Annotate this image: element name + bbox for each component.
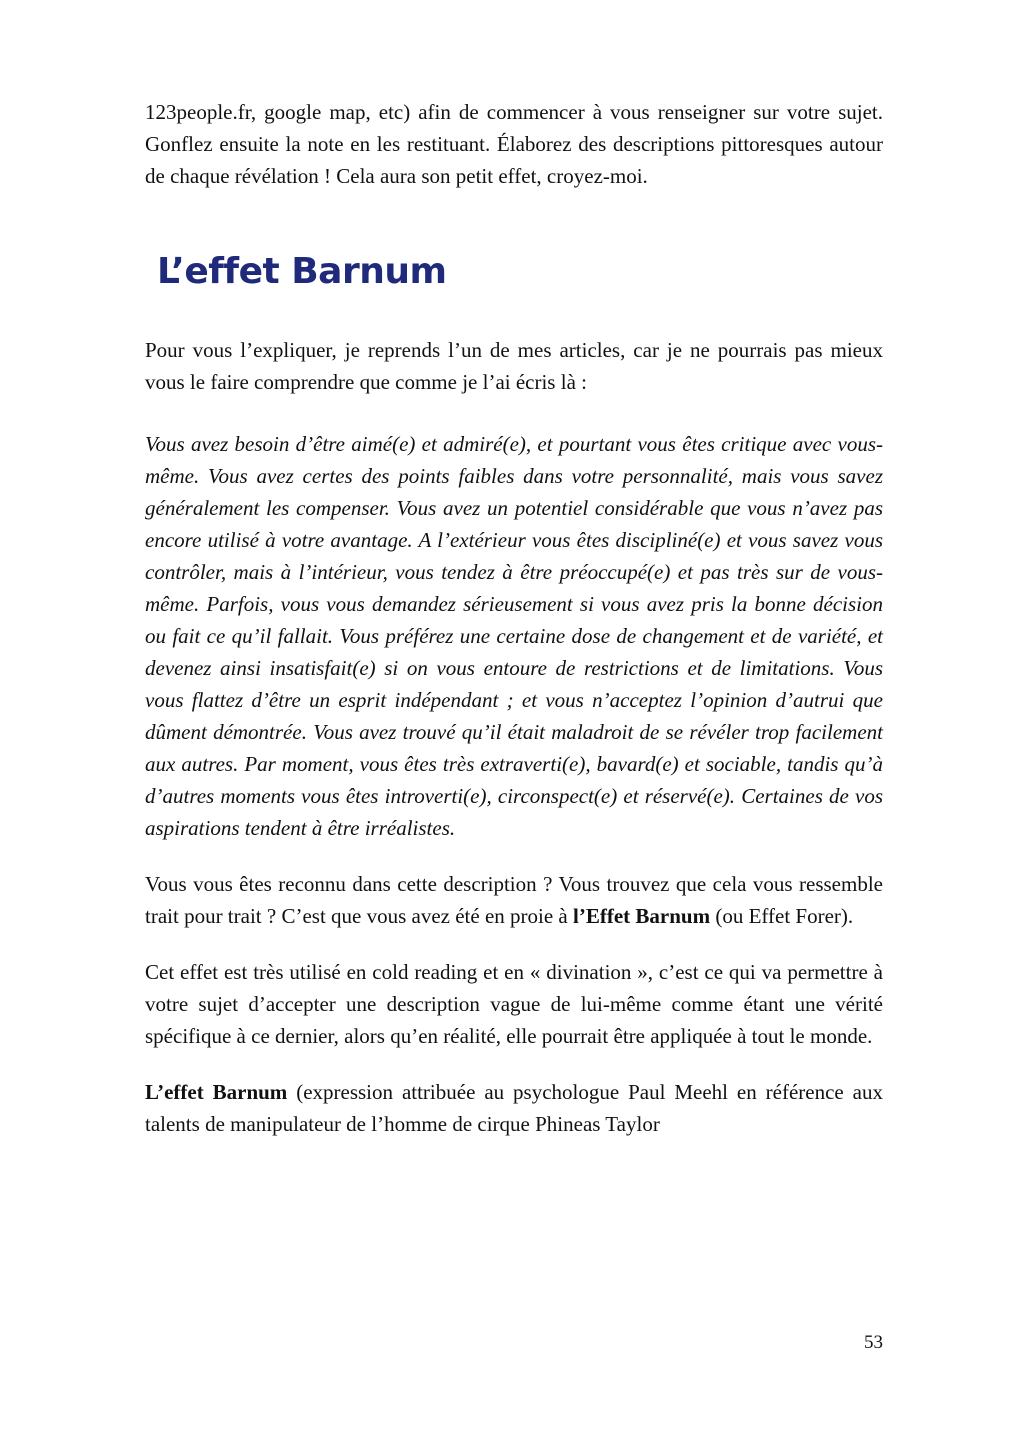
final-paragraph xyxy=(145,1076,883,1140)
intro-paragraph: 123people.fr, google map, etc) afin de commencer à vous renseigner sur votre sujet. Gonflez ensuite la note en les restituant. Élaborez des descriptions pittoresques autour de chaque révélation ! Cela aura son petit effet, croyez-moi. xyxy=(145,100,883,188)
recognition-text-after: (ou Effet Forer). xyxy=(710,904,854,928)
quote-paragraph: Vous avez besoin d’être aimé(e) et admiré(e), et pourtant vous êtes critique avec vous-même. Vous avez certes des points faibles dans votre personnalité, mais vous savez généralement les compenser. Vous avez un potentiel considérable que vous n’avez pas encore utilisé à votre avantage. A l’extérieur vous êtes discipliné(e) et vous savez vous contrôler, mais à l’intérieur, vous tendez à être préoccupé(e) et pas très sur de vous-même. Parfois, vous vous demandez sérieusement si vous avez pris la bonne décision ou fait ce qu’il fallait. Vous préférez une certaine dose de changement et de variété, et devenez ainsi insatisfait(e) si on vous entoure de restrictions et de limitations. Vous vous flattez d’être un esprit indépendant ; et vous n’acceptez l’opinion d’autrui que dûment démontrée. Vous avez trouvé qu’il était maladroit de se révéler trop facilement aux autres. Par moment, vous êtes très extraverti(e), bavard(e) et sociable, tandis qu’à d’autres moments vous êtes introverti(e), circonspect(e) et réservé(e). Certaines de vos aspirations tendent à être irréalistes. xyxy=(145,432,883,840)
page-number: 53 xyxy=(864,1332,883,1353)
cold-reading-paragraph: Cet effet est très utilisé en cold reading et en « divination », c’est ce qui va permettre à votre sujet d’accepter une description vague de lui-même comme étant une vérité spécifique à ce dernier, alors qu’en réalité, elle pourrait être appliquée à tout le monde. xyxy=(145,960,883,1048)
final-text-after: (expression attribuée au psychologue Paul Meehl en référence aux talents de manipulateur de l’homme de cirque Phineas Taylor xyxy=(145,1080,883,1136)
final-bold-term: L’effet Barnum xyxy=(145,1080,288,1104)
document-page xyxy=(145,96,883,1140)
recognition-paragraph xyxy=(145,868,883,932)
lead-paragraph: Pour vous l’expliquer, je reprends l’un de mes articles, car je ne pourrais pas mieux vous le faire comprendre que comme je l’ai écris là : xyxy=(145,338,883,394)
recognition-bold-term: l’Effet Barnum xyxy=(573,904,711,928)
section-heading: L’effet Barnum xyxy=(157,251,447,292)
recognition-text-before: Vous vous êtes reconnu dans cette description ? Vous trouvez que cela vous ressemble trait pour trait ? C’est que vous avez été en proie à xyxy=(145,872,883,928)
